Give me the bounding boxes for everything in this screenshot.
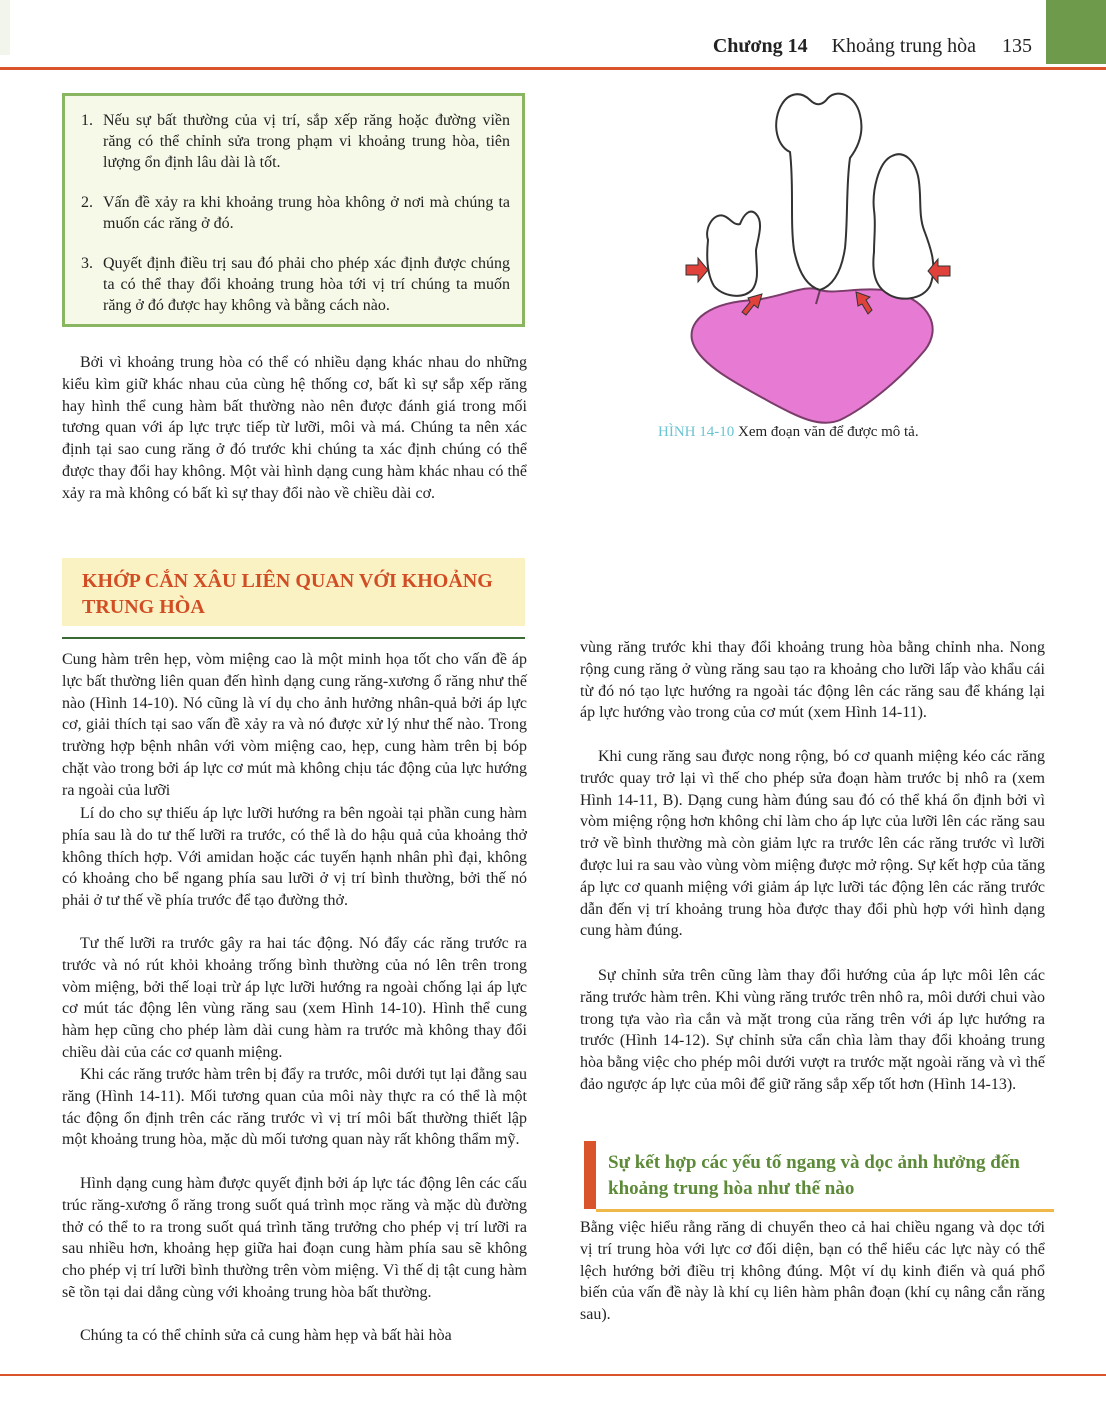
key-point-text: Vấn đề xảy ra khi khoảng trung hòa không ở nơi mà chúng ta muốn các răng ở đó. — [103, 194, 510, 232]
left-molar-tooth — [707, 212, 760, 296]
key-point-item — [81, 110, 510, 173]
key-point-text: Nếu sự bất thường của vị trí, sắp xếp răng hoặc đường viền răng có thể chỉnh sửa trong phạm vi khoảng trung hòa, tiên lượng ổn định lâu dài là tốt. — [103, 112, 510, 171]
sub-heading-rule — [596, 1209, 1054, 1212]
chapter-tab-block — [1046, 0, 1106, 64]
chapter-label: Chương 14 — [712, 35, 808, 57]
page-edge-strip — [0, 0, 10, 55]
body-paragraph-4: Khi các răng trước hàm trên bị đẩy ra trước, môi dưới tụt lại đằng sau răng (Hình 14-11). Mối tương quan của môi này thực ra có thể là một tác động ổn định trên các răng trước vì vị trí môi bất thường thiết lập một khoảng trung hòa, mặc dù mối tương quan này rất không thẩm mỹ. — [62, 1066, 527, 1149]
footer-rule — [0, 1374, 1106, 1376]
left-outer-arrow — [686, 258, 708, 282]
right-paragraph-2: Khi cung răng sau được nong rộng, bó cơ quanh miệng kéo các răng trước quay trở lại vì thế cho phép sửa đoạn hàm trước bị nhô ra (xem Hình 14-11, B). Dạng cung hàm đúng sau đó có thể khá ổn định bởi vì vòm miệng rộng hơn không chỉ làm cho áp lực của lưỡi lên các răng sau trở về bình thường mà còn giảm lực ra trước lên các răng trước vì lưỡi được lui ra sau vào vùng vòm miệng được mở rộng. Sự kết hợp của tăng áp lực cơ quanh miệng với giảm áp lực lưỡi tác động lên các răng trước dẫn đến vị trí khoảng trung hòa được thay đổi phù hợp với hình dạng cung hàm đúng. — [580, 748, 1045, 940]
body-paragraph-1: Cung hàm trên hẹp, vòm miệng cao là một minh họa tốt cho vấn đề áp lực bất thường liên quan đến hình dạng cung răng-xương ổ răng như thế nào (Hình 14-10). Nó cũng là ví dụ cho ảnh hưởng nhân-quả bởi áp lực cơ, giải thích tại sao vấn đề xảy ra và nó được xử lý như thế nào. Trong trường hợp bệnh nhân với vòm miệng cao, hẹp, cung hàm trên bị bóp chặt vào trong bởi áp lực cơ mút mà không chịu tác động của lực hướng ra ngoài của lưỡi — [62, 651, 527, 799]
key-point-number: 2. — [81, 194, 93, 211]
figure-label: HÌNH 14-10 — [658, 424, 735, 440]
right-paragraph-3: Sự chỉnh sửa trên cũng làm thay đổi hướng của áp lực môi lên các răng trước hàm trên. Khi vùng răng trước trên nhô ra, môi dưới chui vào trong tựa vào rìa cắn và mặt trong của răng trên với áp lực hướng ra trước (Hình 14-12). Sự chỉnh sửa cẩn chìa làm thay đổi khoảng trung hòa bằng việc cho phép môi dưới vượt ra trước mặt ngoài răng và vì thế đảo ngược áp lực của môi để giữ răng sắp xếp tốt hơn (Hình 14-13). — [580, 967, 1045, 1093]
sub-heading: Sự kết hợp các yếu tố ngang và dọc ảnh hưởng đến khoảng trung hòa như thế nào — [608, 1152, 1020, 1199]
key-point-item — [81, 253, 510, 316]
body-paragraph-5: Hình dạng cung hàm được quyết định bởi áp lực tác động lên các cấu trúc răng-xương ổ răng trong suốt quá trình mọc răng và mặc dù đường thở có thể to ra trong suốt quá trình tăng trưởng cho phép vị trí lưỡi ra sau nhiều hơn, khoảng hẹp giữa hai đoạn cung hàm phía sau sẽ không cho phép vị trí lưỡi bình thường trên vòm miệng. Vì thế dị tật cung hàm sẽ tồn tại dai dẳng cùng với khoảng trung hòa bất thường. — [62, 1175, 527, 1301]
tongue-shape — [692, 288, 933, 422]
closing-paragraph: Bằng việc hiểu rằng răng di chuyển theo cả hai chiều ngang và dọc tới vị trí trung hòa với lực cơ đối diện, bạn có thể hiểu các lực này có thể lệch hướng bởi điều trị không đúng. Một ví dụ kinh điển và quá phổ biến của vấn đề này là khí cụ liên hàm phân đoạn (khí cụ nâng cắn răng sau). — [580, 1219, 1045, 1324]
key-point-number: 1. — [81, 112, 93, 129]
page-number: 135 — [1002, 35, 1032, 57]
key-points-box — [62, 93, 525, 327]
chapter-title: Khoảng trung hòa — [831, 35, 976, 57]
sub-heading-bar — [584, 1141, 596, 1209]
figure-14-10 — [660, 90, 980, 430]
key-point-number: 3. — [81, 255, 93, 272]
section-heading: KHỚP CẮN XÂU LIÊN QUAN VỚI KHOẢNG TRUNG HÒA — [82, 570, 493, 618]
figure-caption-text: Xem đoạn văn để được mô tả. — [738, 424, 919, 440]
header-rule — [0, 67, 1106, 70]
intro-paragraph: Bởi vì khoảng trung hòa có thể có nhiều dạng khác nhau do những kiểu kìm giữ khác nhau của cùng hệ thống cơ, bất kì sự sắp xếp răng hay hình thể cung hàm bất thường nào nên được đánh giá trong mối tương quan với áp lực trực tiếp từ lưỡi, môi và má. Chúng ta nên xác định tại sao cung răng ở đó trước khi chúng ta xác định chúng có thể được thay đổi hay không. Một vài hình dạng cung hàm khác nhau có thể xảy ra mà không có bất kì sự thay đổi nào về chiều dài cơ. — [62, 354, 527, 502]
section-rule — [62, 637, 525, 639]
incisor-tooth — [776, 94, 861, 290]
key-point-text: Quyết định điều trị sau đó phải cho phép xác định được chúng ta có thể thay đổi khoảng trung hòa tới vị trí chúng ta muốn răng ở đó được hay không và bằng cách nào. — [103, 255, 510, 314]
right-paragraph-1: vùng răng trước khi thay đổi khoảng trung hòa bằng chỉnh nha. Nong rộng cung răng ở vùng răng sau tạo ra khoảng cho lưỡi lấp vào khẩu cái từ đó nó tạo lực hướng ra ngoài tác động lên các răng sau để kháng lại áp lực hướng vào trong của cơ mút (xem Hình 14-11). — [580, 639, 1045, 722]
body-paragraph-3: Tư thế lưỡi ra trước gây ra hai tác động. Nó đẩy các răng trước ra trước và nó rút khỏi khoảng trống bình thường của nó lên trên trong vòm miệng, bởi thế loại trừ áp lực lưỡi hướng ra ngoài chống lại áp lực cơ mút tác động lên vùng răng sau (xem Hình 14-10). Hình thể cung hàm hẹp cũng cho phép làm dài cung hàm ra trước mà không thay đổi chiều dài của các cơ quanh miệng. — [62, 935, 527, 1061]
body-paragraph-2: Lí do cho sự thiếu áp lực lưỡi hướng ra bên ngoài tại phần cung hàm phía sau là do tư thế lưỡi ra trước, có thể là do hậu quả của khoảng thở không thích hợp. Với amidan hoặc các tuyến hạnh nhân phì đại, không có khoảng cho bể ngang phía sau lưỡi ở vị trí bình thường, bởi thế nó phải ở tư thế về phía trước để tạo đường thở. — [62, 805, 527, 910]
right-molar-tooth — [873, 154, 933, 298]
dental-arch-illustration — [660, 90, 980, 430]
figure-caption — [658, 424, 919, 441]
body-paragraph-6: Chúng ta có thể chỉnh sửa cả cung hàm hẹp và bất hài hòa — [80, 1327, 452, 1344]
key-point-item — [81, 192, 510, 234]
section-heading-box — [62, 558, 525, 626]
sub-heading-block — [584, 1141, 1054, 1213]
running-header — [713, 35, 1032, 58]
